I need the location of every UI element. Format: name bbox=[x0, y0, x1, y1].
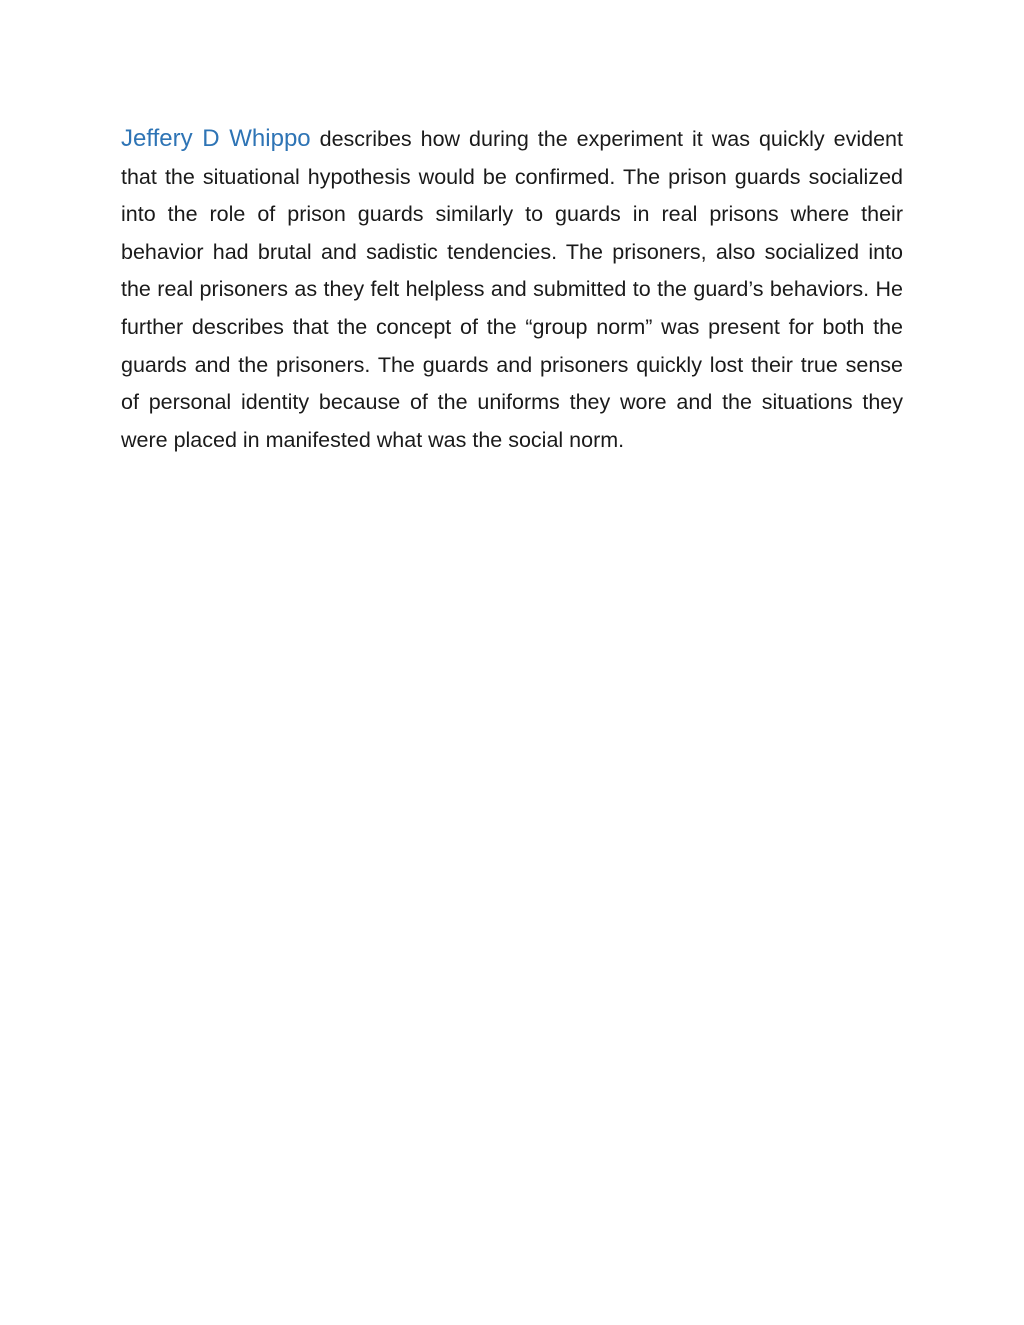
body-paragraph bbox=[121, 120, 903, 459]
author-link[interactable]: Jeffery D Whippo bbox=[121, 125, 311, 152]
paragraph-text: describes how during the experiment it was quickly evident that the situational hypothesis would be confirmed. The prison guards socialized into the role of prison guards similarly to guards in real prisons where their behavior had brutal and sadistic tendencies. The prisoners, also socialized into the real prisoners as they felt helpless and submitted to the guard’s behaviors. He further describes that the concept of the “group norm” was present for both the guards and the prisoners. The guards and prisoners quickly lost their true sense of personal identity because of the uniforms they wore and the situations they were placed in manifested what was the social norm. bbox=[121, 127, 903, 452]
